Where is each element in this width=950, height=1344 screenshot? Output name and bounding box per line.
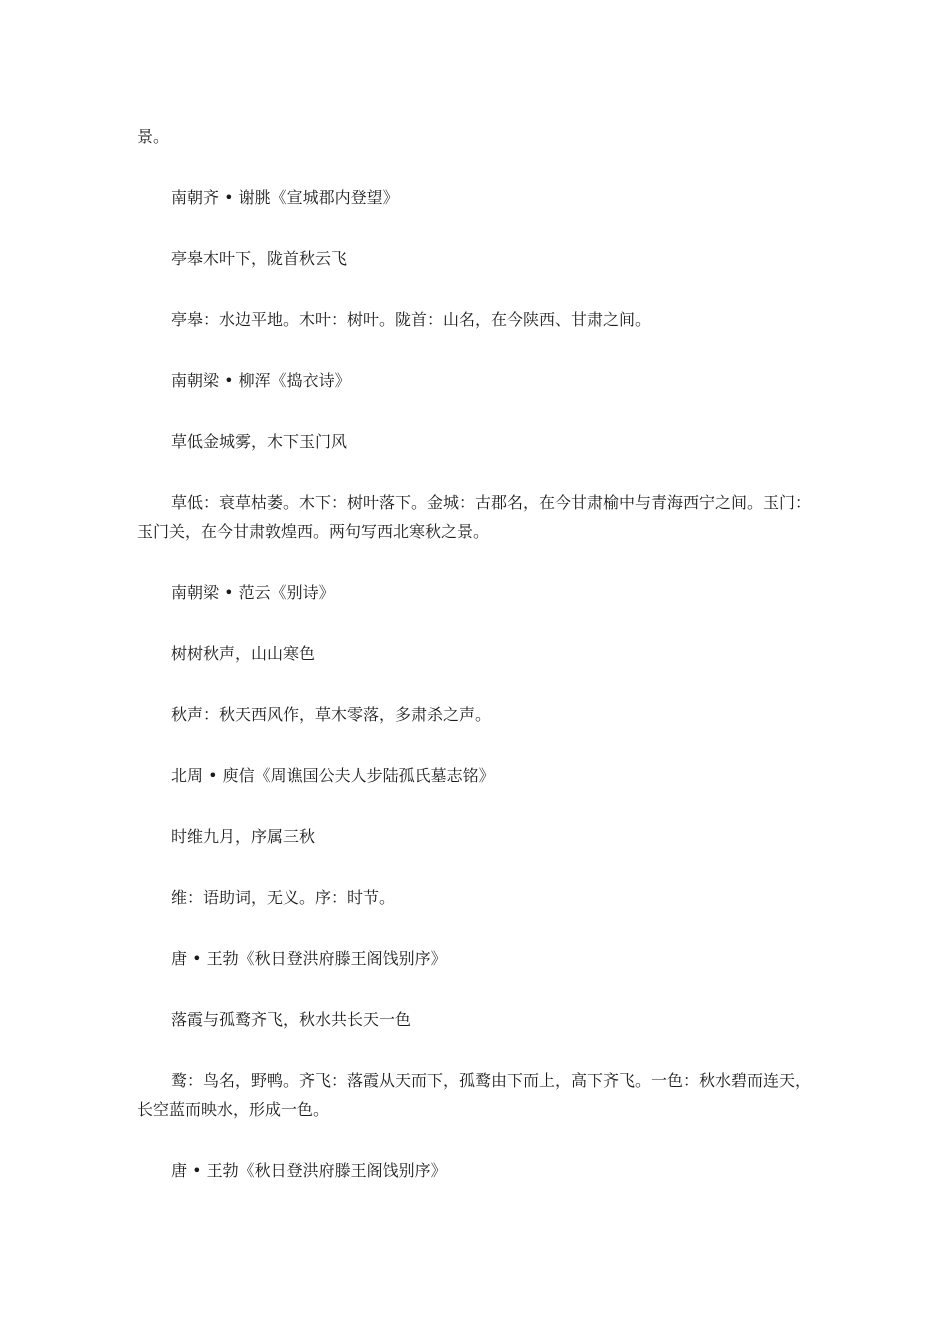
- paragraph-1-source: 南朝齐 • 谢朓《宣城郡内登望》: [171, 188, 399, 207]
- paragraph-8-verse: 树树秋声，山山寒色: [171, 644, 316, 663]
- paragraph-10-source: 北周 • 庾信《周谯国公夫人步陆孤氏墓志铭》: [171, 766, 495, 785]
- paragraph-13-source: 唐 • 王勃《秋日登洪府滕王阁饯别序》: [171, 949, 447, 968]
- paragraph-7-source: 南朝梁 • 范云《别诗》: [171, 583, 335, 602]
- paragraph-16-source: 唐 • 王勃《秋日登洪府滕王阁饯别序》: [171, 1161, 447, 1180]
- paragraph-11-verse: 时维九月，序属三秋: [171, 827, 316, 846]
- paragraph-12-note: 维：语助词，无义。序：时节。: [171, 888, 396, 907]
- document-body: [137, 122, 817, 1217]
- paragraph-15-note: 鹜：鸟名，野鸭。齐飞：落霞从天而下，孤鹜由下而上，高下齐飞。一色：秋水碧而连天，长空蓝而映水，形成一色。: [137, 1071, 812, 1119]
- paragraph-6-note: 草低：衰草枯萎。木下：树叶落下。金城：古郡名，在今甘肃榆中与青海西宁之间。玉门：玉门关，在今甘肃敦煌西。两句写西北寒秋之景。: [137, 493, 812, 541]
- paragraph-4-source: 南朝梁 • 柳浑《捣衣诗》: [171, 371, 351, 390]
- paragraph-3-note: 亭皋：水边平地。木叶：树叶。陇首：山名，在今陕西、甘肃之间。: [171, 310, 652, 329]
- paragraph-5-verse: 草低金城雾，木下玉门风: [171, 432, 348, 451]
- paragraph-0: 景。: [137, 127, 170, 146]
- paragraph-9-note: 秋声：秋天西风作，草木零落，多肃杀之声。: [171, 705, 492, 724]
- paragraph-2-verse: 亭皋木叶下，陇首秋云飞: [171, 249, 348, 268]
- paragraph-14-verse: 落霞与孤鹜齐飞，秋水共长天一色: [171, 1010, 412, 1029]
